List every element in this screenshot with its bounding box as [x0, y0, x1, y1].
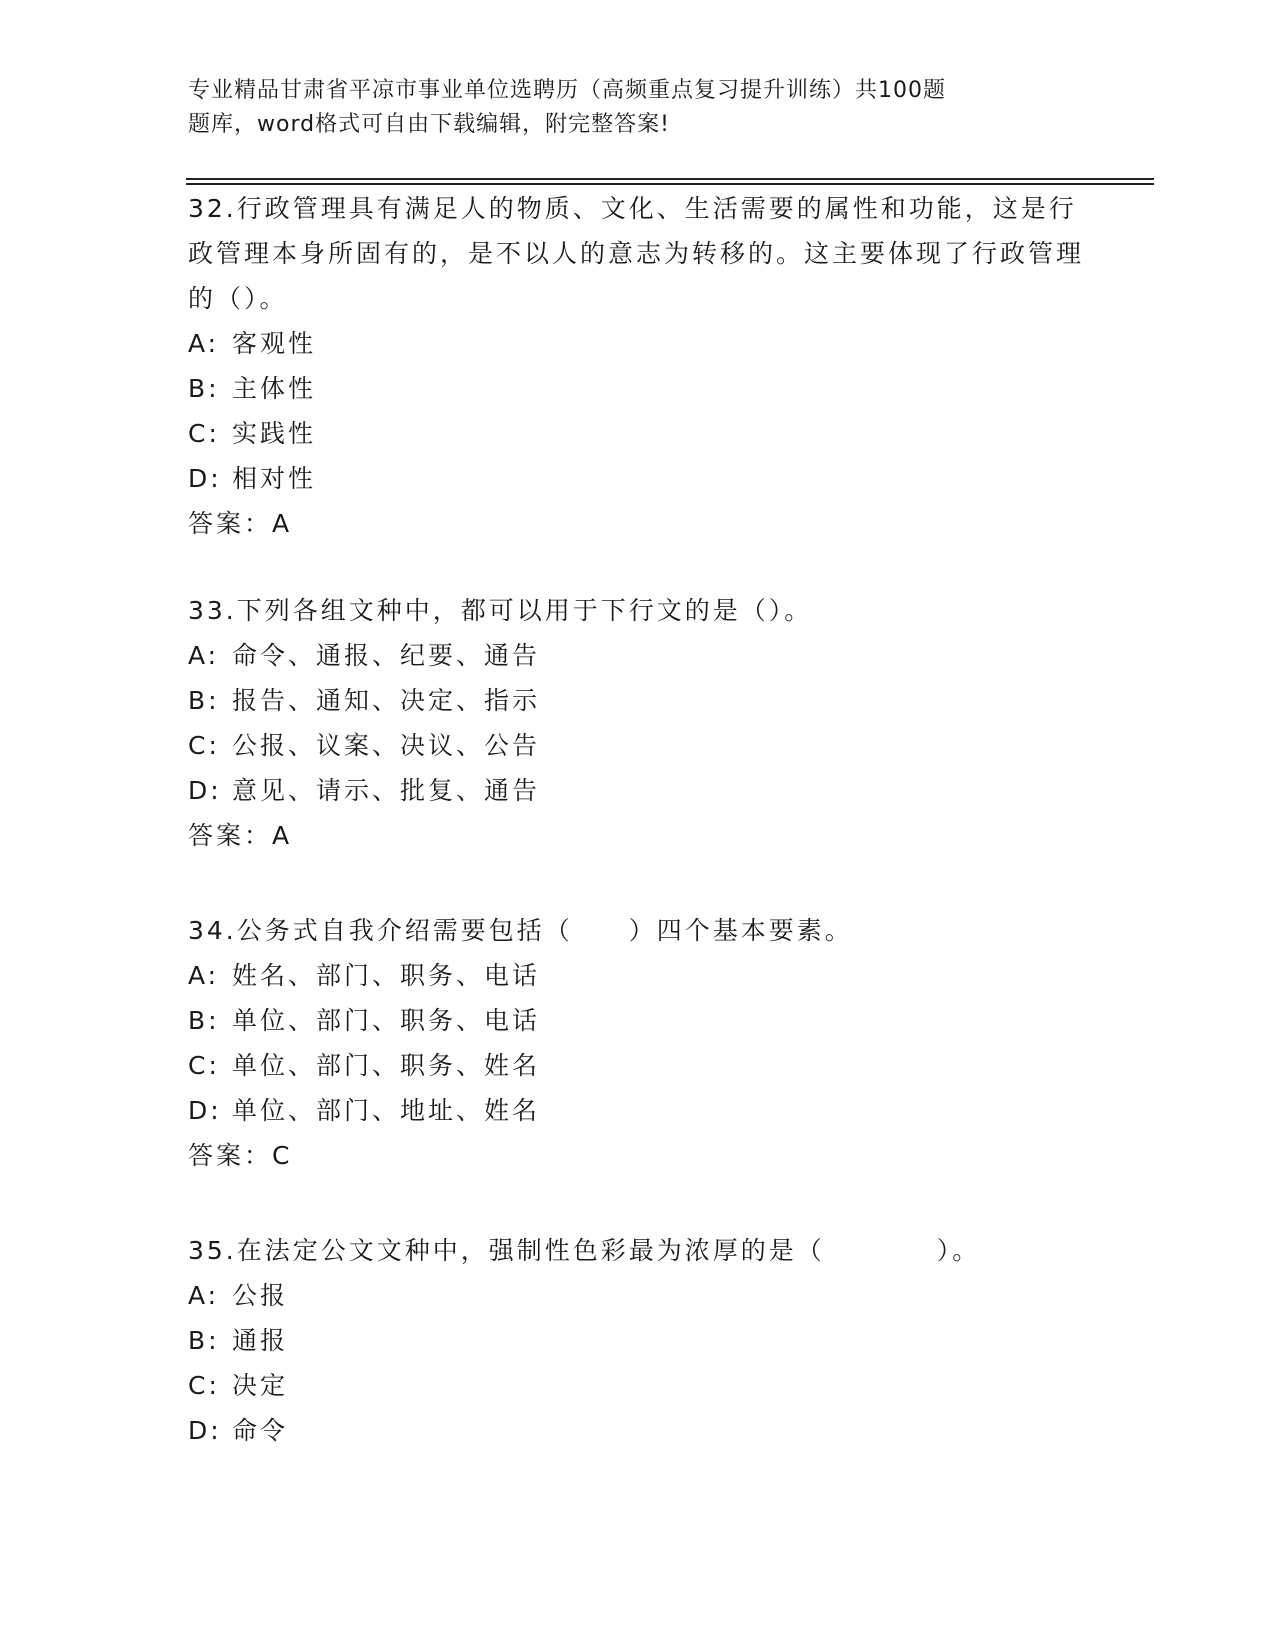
option-text: 命令、通报、纪要、通告 — [232, 641, 541, 670]
option-c — [188, 1363, 1088, 1408]
option-letter: B: — [188, 686, 220, 715]
option-text: 单位、部门、职务、姓名 — [232, 1051, 541, 1080]
question-32 — [188, 186, 1088, 546]
option-a — [188, 633, 1088, 678]
answer-label: 答案：C — [188, 1141, 293, 1170]
option-letter: A: — [188, 641, 220, 670]
option-letter: C: — [188, 419, 220, 448]
option-c — [188, 1043, 1088, 1088]
question-text: 33.下列各组文种中，都可以用于下行文的是（）。 — [188, 596, 813, 625]
document-header — [188, 74, 1048, 142]
option-letter: D: — [188, 1416, 222, 1445]
option-d — [188, 768, 1088, 813]
header-divider-top — [186, 178, 1154, 180]
answer-label: 答案：A — [188, 509, 293, 538]
option-text: 单位、部门、地址、姓名 — [232, 1096, 541, 1125]
option-b — [188, 678, 1088, 723]
option-text: 相对性 — [232, 464, 317, 493]
option-text: 实践性 — [232, 419, 317, 448]
option-text: 姓名、部门、职务、电话 — [232, 961, 541, 990]
header-divider-bottom — [186, 183, 1154, 185]
option-text: 通报 — [232, 1326, 289, 1355]
question-33 — [188, 588, 1088, 858]
option-text: 单位、部门、职务、电话 — [232, 1006, 541, 1035]
option-a — [188, 321, 1088, 366]
option-text: 决定 — [232, 1371, 289, 1400]
option-letter: A: — [188, 961, 220, 990]
option-a — [188, 1273, 1088, 1318]
header-line-2: 题库，word格式可自由下载编辑，附完整答案! — [188, 112, 670, 137]
option-text: 公报、议案、决议、公告 — [232, 731, 541, 760]
question-text: 35.在法定公文文种中，强制性色彩最为浓厚的是（ ）。 — [188, 1236, 981, 1265]
option-a — [188, 953, 1088, 998]
option-letter: B: — [188, 1006, 220, 1035]
option-text: 客观性 — [232, 329, 317, 358]
option-text: 公报 — [232, 1281, 289, 1310]
header-line-1: 专业精品甘肃省平凉市事业单位选聘历（高频重点复习提升训练）共100题 — [188, 78, 946, 103]
option-letter: A: — [188, 1281, 220, 1310]
option-c — [188, 411, 1088, 456]
option-letter: B: — [188, 1326, 220, 1355]
option-letter: A: — [188, 329, 220, 358]
question-34 — [188, 908, 1088, 1178]
option-letter: B: — [188, 374, 220, 403]
question-text: 34.公务式自我介绍需要包括（ ）四个基本要素。 — [188, 916, 853, 945]
option-letter: C: — [188, 1051, 220, 1080]
option-letter: C: — [188, 1371, 220, 1400]
question-text: 32.行政管理具有满足人的物质、文化、生活需要的属性和功能，这是行政管理本身所固有的，是不以人的意志为转移的。这主要体现了行政管理的（）。 — [188, 194, 1085, 313]
option-d — [188, 1408, 1088, 1453]
option-b — [188, 1318, 1088, 1363]
option-d — [188, 1088, 1088, 1133]
question-35 — [188, 1228, 1088, 1453]
option-text: 报告、通知、决定、指示 — [232, 686, 541, 715]
option-d — [188, 456, 1088, 501]
answer-label: 答案：A — [188, 821, 293, 850]
option-letter: D: — [188, 1096, 222, 1125]
option-text: 主体性 — [232, 374, 317, 403]
option-text: 意见、请示、批复、通告 — [232, 776, 541, 805]
option-letter: D: — [188, 464, 222, 493]
option-b — [188, 998, 1088, 1043]
option-text: 命令 — [232, 1416, 289, 1445]
option-letter: C: — [188, 731, 220, 760]
option-letter: D: — [188, 776, 222, 805]
option-c — [188, 723, 1088, 768]
option-b — [188, 366, 1088, 411]
